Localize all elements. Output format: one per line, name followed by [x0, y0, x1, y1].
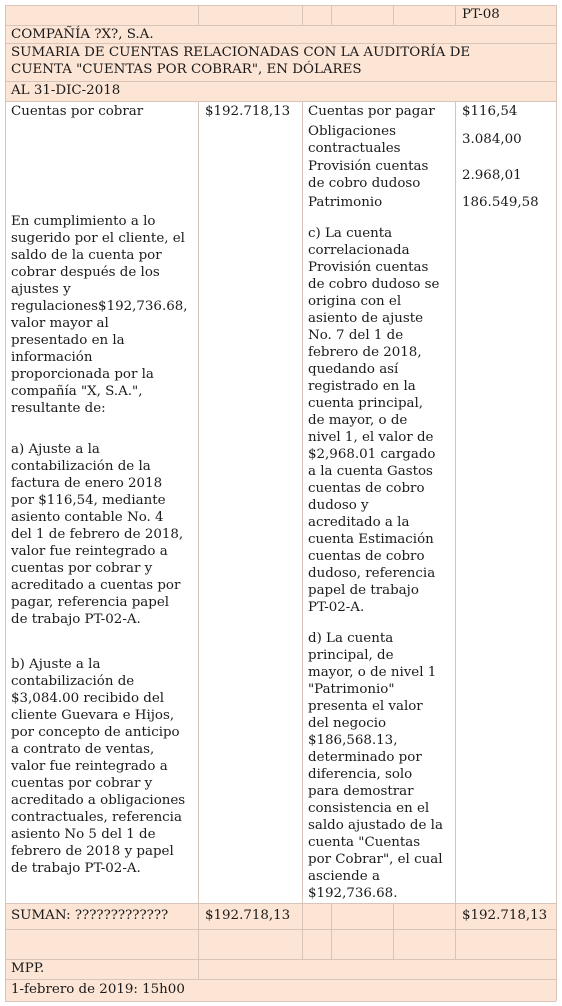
footer-band-initials: [5, 959, 556, 979]
grid-line: [455, 101, 456, 903]
grid-line: [393, 5, 394, 25]
reference-code: PT-08: [462, 7, 500, 22]
note-b: b) Ajuste a la contabilización de $3,084.00 recibido del cliente Guevara e Hijos, por concepto de anticipo a contrato de ventas, valor fue reintegrado a cuentas por cobrar y acreditado a obligaciones contractuales, referencia asiento No 5 del 1 de febrero de 2018 y papel de trabajo PT-02-A.: [11, 657, 186, 876]
grid-line: [198, 101, 199, 903]
account-name: Obligaciones contractuales: [308, 124, 401, 156]
grid-line: [5, 903, 556, 904]
grid-line: [556, 5, 557, 1001]
grid-line: [5, 5, 6, 1001]
account-receivable-label: Cuentas por cobrar: [11, 104, 144, 119]
grid-line: [331, 903, 332, 959]
totals-label: SUMAN: ?????????????: [11, 908, 169, 923]
prepared-datetime: 1-febrero de 2019: 15h00: [11, 982, 185, 997]
account-name: Cuentas por pagar: [308, 104, 435, 119]
right-total: $192.718,13: [462, 908, 548, 923]
grid-line: [5, 1001, 556, 1002]
preparer-initials: MPP.: [11, 961, 45, 976]
grid-line: [393, 903, 394, 959]
grid-line: [455, 903, 456, 959]
grid-line: [5, 101, 556, 102]
note-a: a) Ajuste a la contabilización de la factura de enero 2018 por $116,54, mediante asiento contable No. 4 del 1 de febrero de 2018, valor fue reintegrado a cuentas por cobrar y acreditado a cuentas por pagar, referencia papel de trabajo PT-02-A.: [11, 442, 184, 627]
grid-line: [302, 5, 303, 25]
blank-band: [5, 929, 556, 959]
grid-line: [5, 959, 556, 960]
account-name: Provisión cuentas de cobro dudoso: [308, 159, 429, 191]
account-amount: 2.968,01: [462, 168, 522, 183]
account-amount: $116,54: [462, 104, 518, 119]
note-d: d) La cuenta principal, de mayor, o de nivel 1 "Patrimonio" presenta el valor del negocio $186,568.13, determinado por diferencia, solo para demostrar consistencia en el saldo ajustado de la cuenta "Cuentas por Cobrar", el cual asciende a $192,736.68.: [308, 631, 443, 901]
period-date: AL 31-DIC-2018: [11, 83, 121, 98]
account-amount: 3.084,00: [462, 132, 522, 147]
grid-line: [198, 5, 199, 25]
company-name: COMPAÑÍA ?X?, S.A.: [11, 27, 154, 42]
grid-line: [302, 101, 303, 903]
note-intro: En cumplimiento a lo sugerido por el cliente, el saldo de la cuenta por cobrar después de los ajustes y regulaciones$192,736.68, valor mayor al presentado en la información proporcionada por la compañía "X, S.A.", resultante de:: [11, 214, 188, 416]
grid-line: [5, 979, 556, 980]
grid-line: [455, 5, 456, 25]
account-amount: 186.549,58: [462, 195, 539, 210]
grid-line: [302, 903, 303, 959]
grid-line: [198, 903, 199, 979]
grid-line: [331, 5, 332, 25]
page-title: SUMARIA DE CUENTAS RELACIONADAS CON LA AUDITORÍA DE CUENTA "CUENTAS POR COBRAR", EN DÓLARES: [11, 45, 471, 77]
account-receivable-amount: $192.718,13: [205, 104, 291, 119]
note-c: c) La cuenta correlacionada Provisión cuentas de cobro dudoso se origina con el asiento de ajuste No. 7 del 1 de febrero de 2018, quedando así registrado en la cuenta principal, de mayor, o de nivel 1, el valor de $2,968.01 cargado a la cuenta Gastos cuentas de cobro dudoso y acreditado a la cuenta Estimación cuentas de cobro dudoso, referencia papel de trabajo PT-02-A.: [308, 226, 440, 615]
account-name: Patrimonio: [308, 195, 383, 210]
left-total: $192.718,13: [205, 908, 291, 923]
grid-line: [5, 929, 556, 930]
